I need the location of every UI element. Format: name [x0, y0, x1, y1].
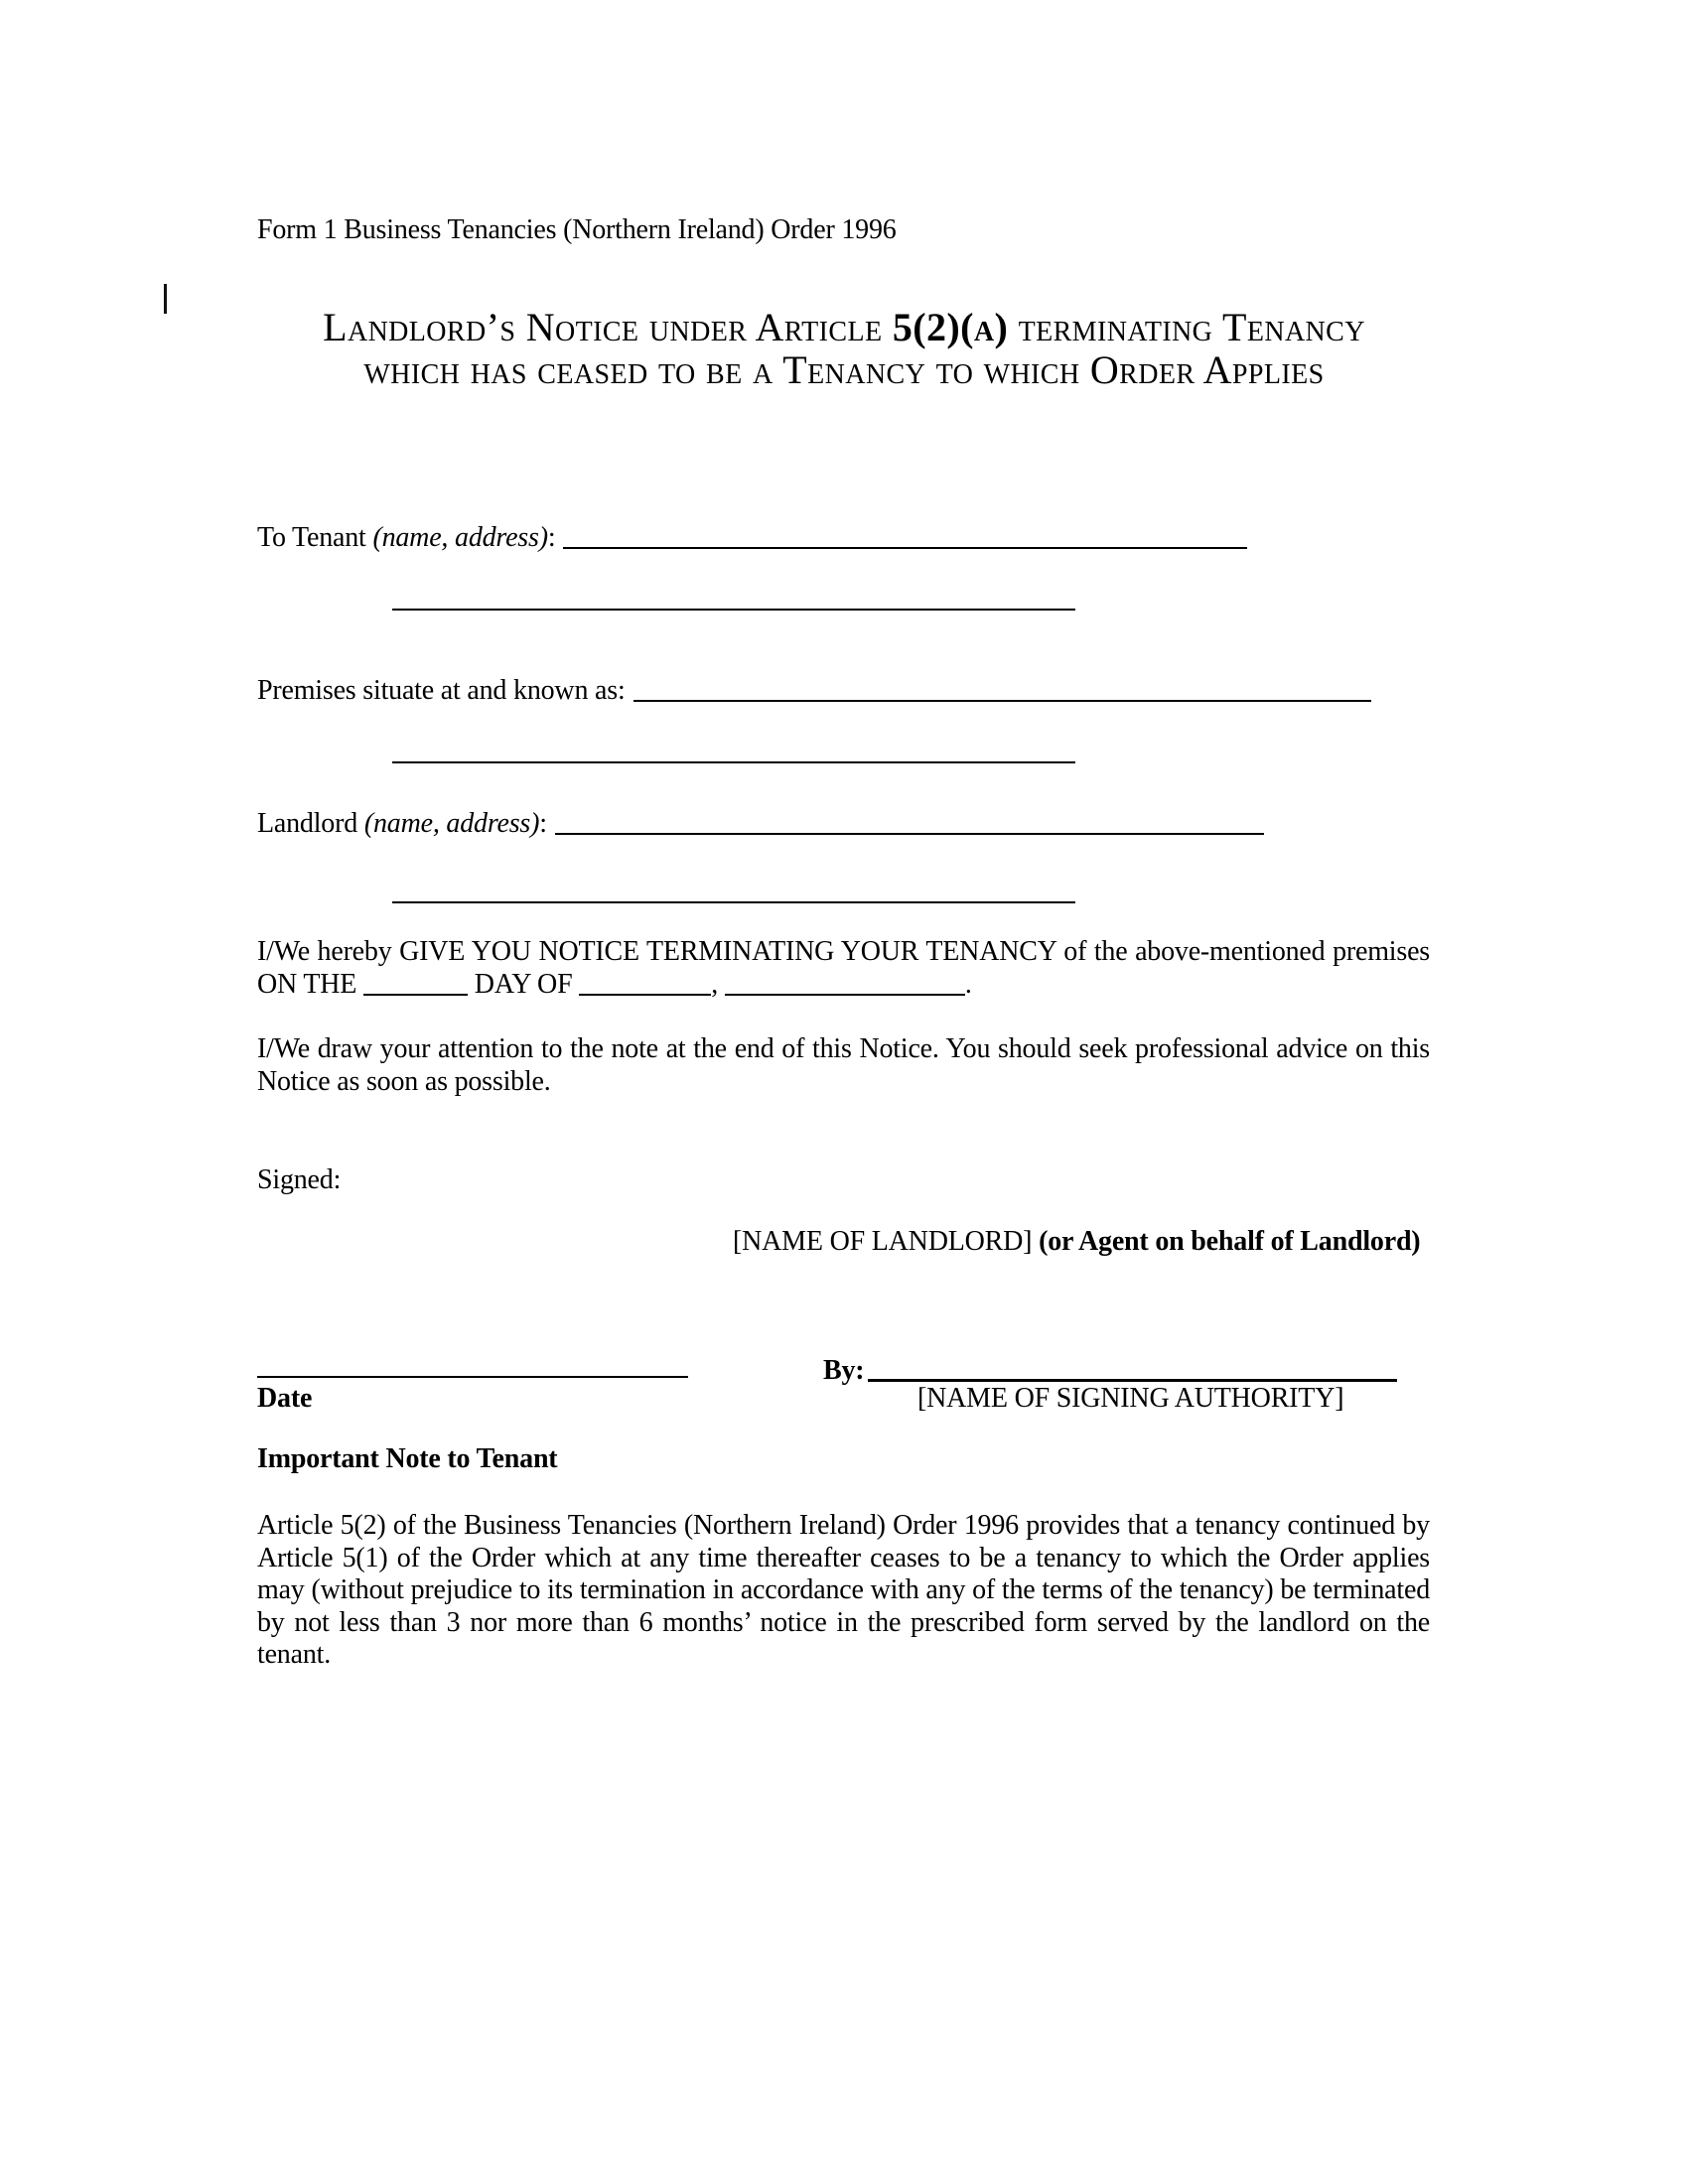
notice-comma: ,: [711, 969, 719, 1000]
premises-input-line[interactable]: [633, 700, 1371, 702]
landlord-name-placeholder: [NAME OF LANDLORD]: [733, 1226, 1033, 1257]
title-line1-pre: Landlord’s Notice under Article: [323, 305, 883, 349]
tenant-label-text: To Tenant: [257, 522, 366, 553]
advice-paragraph: I/We draw your attention to the note at the end of this Notice. You should seek professional advice on this Notice as soon as possible.: [257, 1033, 1430, 1097]
by-label: By:: [823, 1355, 865, 1386]
signed-label: Signed:: [257, 1164, 342, 1195]
tenant-label: [257, 521, 555, 554]
title-line-1: [323, 305, 1365, 349]
landlord-label-colon: :: [539, 808, 547, 839]
landlord-label: [257, 807, 547, 840]
tenant-address-input-line[interactable]: [392, 609, 1075, 611]
premises-field-row: [257, 674, 1371, 707]
document-title: [218, 306, 1470, 391]
tenant-name-input-line[interactable]: [563, 547, 1247, 549]
title-line-2: which has ceased to be a Tenancy to which Order Applies: [363, 347, 1325, 392]
title-line1-post: terminating Tenancy: [1018, 305, 1365, 349]
notice-paragraph: [257, 935, 1430, 1001]
tenant-label-colon: :: [547, 522, 556, 553]
tenant-field-row: [257, 521, 1247, 554]
landlord-agent-note: (or Agent on behalf of Landlord): [1039, 1226, 1421, 1257]
landlord-address-input-line[interactable]: [392, 901, 1075, 903]
change-bar-mark: [164, 284, 167, 314]
notice-period: .: [964, 969, 972, 1000]
date-label: Date: [257, 1383, 313, 1414]
landlord-name-line: [733, 1225, 1420, 1258]
premises-label: Premises situate at and known as:: [257, 675, 626, 706]
day-blank[interactable]: [363, 992, 468, 996]
landlord-label-text: Landlord: [257, 808, 358, 839]
title-article-number: 5(2)(a): [892, 305, 1009, 349]
form-reference-line: Form 1 Business Tenancies (Northern Ireland) Order 1996: [257, 214, 897, 245]
year-blank[interactable]: [725, 992, 965, 996]
landlord-name-input-line[interactable]: [555, 833, 1264, 835]
date-input-line[interactable]: [257, 1376, 688, 1378]
important-note-heading: Important Note to Tenant: [257, 1443, 558, 1474]
notice-text-2: DAY OF: [474, 969, 573, 1000]
premises-input-line-2[interactable]: [392, 761, 1075, 763]
notice-text-1: I/We hereby GIVE YOU NOTICE TERMINATING YOUR TENANCY of the above-mentioned premises ON THE: [257, 936, 1430, 1000]
landlord-field-row: [257, 807, 1264, 840]
important-note-body: Article 5(2) of the Business Tenancies (Northern Ireland) Order 1996 provides that a tenancy continued by Article 5(1) of the Order which at any time thereafter ceases to be a tenancy to which the Order applies may (without prejudice to its termination in accordance with any of the terms of the tenancy) be terminated by not less than 3 nor more than 6 months’ notice in the prescribed form served by the landlord on the tenant.: [257, 1510, 1430, 1670]
signing-authority-placeholder: [NAME OF SIGNING AUTHORITY]: [917, 1383, 1344, 1414]
month-blank[interactable]: [579, 992, 711, 996]
tenant-label-hint: (name, address): [372, 522, 548, 553]
landlord-label-hint: (name, address): [363, 808, 540, 839]
